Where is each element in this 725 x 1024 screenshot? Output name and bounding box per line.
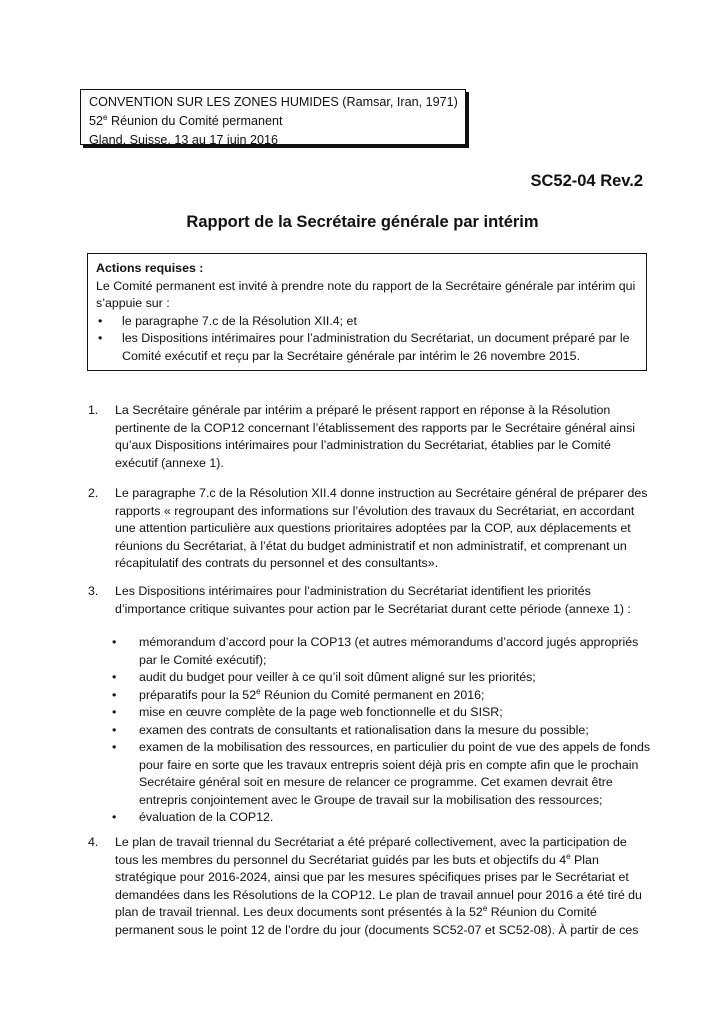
list-item-text: examen de la mobilisation des ressources, en particulier du point de vue des appels de fonds pour faire en sorte que les travaux entrepris soient déjà pris en compte afin que le prochain Secrétaire général soit en mesure de relancer ce programme. Cet examen devrait être entrepris conjointement avec le Groupe de travail sur la mobilisation des ressources; [139,740,651,807]
superscript: e [566,851,571,861]
meeting-number: 52 [89,114,104,128]
paragraph-number: 4. [88,835,99,849]
superscript: e [256,686,261,696]
paragraph-number: 1. [88,403,99,417]
bullet-icon: • [112,670,117,684]
paragraph-number: 2. [88,486,99,500]
bullet-icon: • [112,687,117,702]
document-title: Rapport de la Secrétaire générale par intérim [186,213,539,231]
actions-required-box [87,253,647,371]
list-item [112,704,652,722]
list-item [112,722,652,740]
paragraph-text: Le paragraphe 7.c de la Résolution XII.4 donne instruction au Secrétaire général de préparer des rapports « regroupant des informations sur l’évolution des travaux du Secrétariat, en accordant une attention particulière aux questions prioritaires adoptées par la COP, aux déplacements et réunions du Secrétariat, à l’état du budget administratif et non administratif, et comprenant un récapitulatif des contrats du personnel et des consultants». [115,486,648,570]
paragraph-4 [88,834,648,939]
paragraph-text-part: Le plan de travail triennal du Secrétariat a été préparé collectivement, avec la participation de tous les membres du personnel du Secrétariat guidés par les buts et objectifs du 4 [115,835,627,867]
bullet-icon: • [98,313,103,328]
bullet-icon: • [98,331,103,345]
actions-intro: Le Comité permanent est invité à prendre note du rapport de la Secrétaire générale par intérim qui s’appuie sur : [96,278,636,310]
paragraph-3 [88,583,648,618]
actions-heading: Actions requises : [96,261,204,275]
paragraph-text [115,834,648,939]
list-item-text: évaluation de la COP12. [139,810,274,824]
bullet-icon: • [112,722,117,737]
list-item-text: examen des contrats de consultants et rationalisation dans la mesure du possible; [139,722,589,737]
bullet-icon: • [112,635,117,649]
meeting-header-box [80,89,466,145]
paragraph-number: 3. [88,584,99,598]
paragraph-text: La Secrétaire générale par intérim a préparé le présent rapport en réponse à la Résolution pertinente de la COP12 concernant l’établissement des rapports par le Secrétaire général ainsi qu’aux Dispositions intérimaires pour l’administration du Secrétariat, établies par le Comité exécutif (annexe 1). [115,403,636,470]
priorities-list [112,634,652,827]
list-item-text: audit du budget pour veiller à ce qu’il soit dûment aligné sur les priorités; [139,670,536,684]
list-item [112,809,652,827]
actions-item [96,330,638,365]
list-item-text: mémorandum d’accord pour la COP13 (et autres mémorandums d’accord jugés appropriés par le Comité exécutif); [139,635,639,667]
convention-title: CONVENTION SUR LES ZONES HUMIDES (Ramsar, Iran, 1971) [89,95,458,109]
bullet-icon: • [112,705,117,719]
document-code: SC52-04 Rev.2 [530,172,643,190]
list-item [112,634,652,669]
paragraph-text: Les Dispositions intérimaires pour l’administration du Secrétariat identifient les priorités d’importance critique suivantes pour action par le Secrétariat durant cette période (annexe 1) : [115,584,631,616]
paragraph-text-part: Plan stratégique pour 2016-2024, ainsi que par les mesures spécifiques prises par le Secrétariat et demandées dans les Résolutions de la COP12. Le plan de travail annuel pour 2016 a été tiré du plan de travail triennal. Les deux documents sont présentés à la 52 [115,852,642,919]
bullet-icon: • [112,810,117,824]
list-item [112,687,652,705]
paragraph-1 [88,402,648,472]
meeting-number-sup: e [103,113,108,122]
paragraph-text-part: Réunion du Comité permanent sous le point 12 de l’ordre du jour (documents SC52-07 et SC52-08). À partir de ces [115,905,639,937]
list-item-text-part: Réunion du Comité permanent en 2016; [260,687,485,702]
actions-item [96,313,638,331]
list-item-text: mise en œuvre complète de la page web fonctionnelle et du SISR; [139,705,503,719]
meeting-name [89,112,465,131]
list-item-text-part: préparatifs pour la 52 [139,687,257,702]
list-item [112,739,652,809]
meeting-label: Réunion du Comité permanent [107,114,283,128]
paragraph-2 [88,485,648,573]
meeting-place-date: Gland, Suisse, 13 au 17 juin 2016 [89,133,279,147]
actions-item-text: les Dispositions intérimaires pour l’administration du Secrétariat, un document préparé par le Comité exécutif et reçu par la Secrétaire générale par intérim le 26 novembre 2015. [122,331,630,363]
list-item-text [139,687,484,705]
superscript: e [482,904,488,913]
bullet-icon: • [112,740,117,754]
actions-item-text: le paragraphe 7.c de la Résolution XII.4; et [122,313,357,328]
list-item [112,669,652,687]
